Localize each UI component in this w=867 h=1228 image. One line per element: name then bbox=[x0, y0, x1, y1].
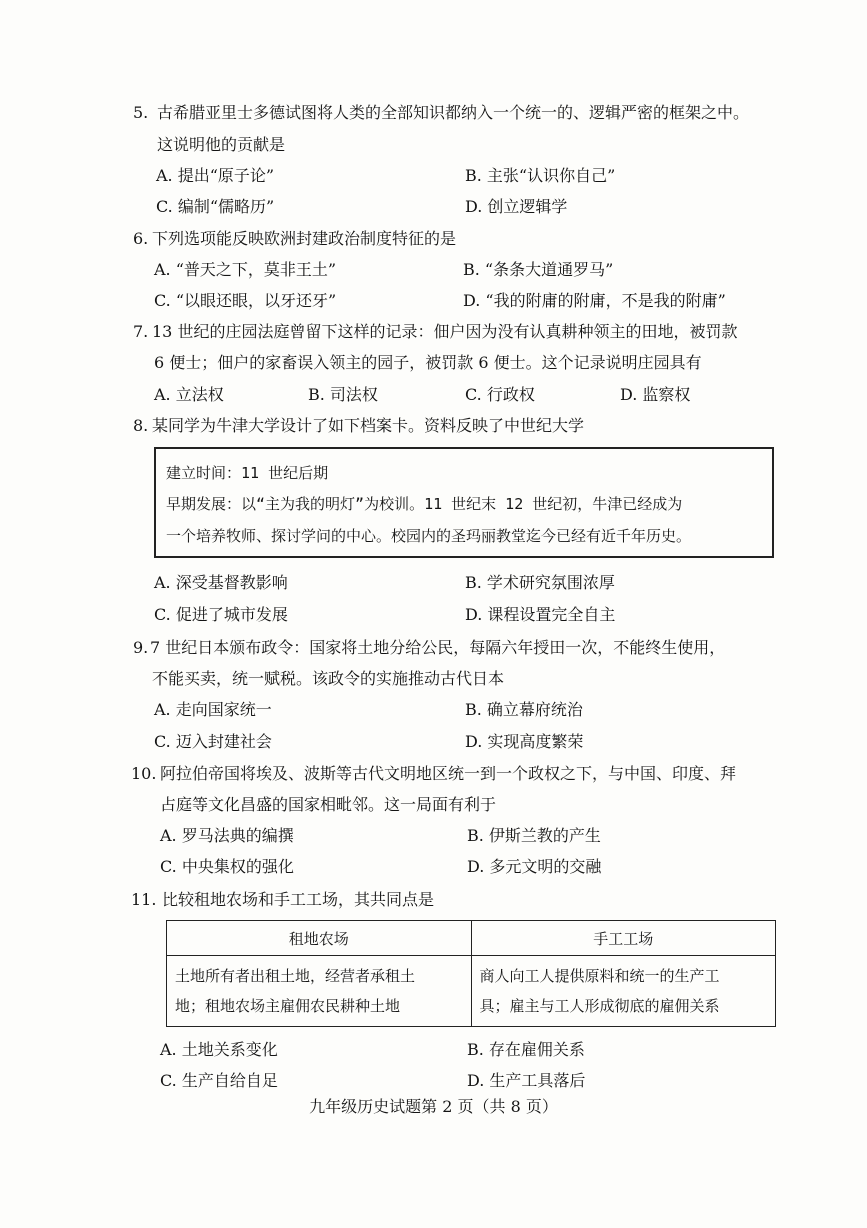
comparison-table bbox=[166, 920, 776, 1027]
question-number: 6. bbox=[133, 229, 149, 248]
question-stem: 不能买卖，统一赋税。该政令的实施推动古代日本 bbox=[152, 669, 505, 688]
card-line: 一个培养牧师、探讨学问的中心。校园内的圣玛丽教堂迄今已经有近千年历史。 bbox=[166, 527, 692, 545]
option-c: C. 生产自给自足 bbox=[160, 1071, 278, 1090]
question-number: 7. bbox=[133, 322, 149, 341]
question-stem: 占庭等文化昌盛的国家相毗邻。这一局面有利于 bbox=[160, 795, 497, 814]
question-stem: 这说明他的贡献是 bbox=[157, 135, 286, 154]
option-c: C. 编制“儒略历” bbox=[156, 197, 275, 216]
option-c: C. “以眼还眼，以牙还牙” bbox=[154, 291, 337, 310]
option-b: B. 确立幕府统治 bbox=[465, 700, 583, 719]
question-stem: 古希腊亚里士多德试图将人类的全部知识都纳入一个统一的、逻辑严密的框架之中。 bbox=[157, 103, 750, 122]
option-d: D. “我的附庸的附庸，不是我的附庸” bbox=[463, 291, 726, 310]
question-stem: 阿拉伯帝国将埃及、波斯等古代文明地区统一到一个政权之下，与中国、印度、拜 bbox=[160, 764, 737, 783]
page-footer: 九年级历史试题第 2 页（共 8 页） bbox=[309, 1097, 558, 1116]
option-a: A. 提出“原子论” bbox=[156, 166, 275, 185]
option-d: D. 监察权 bbox=[620, 385, 691, 404]
archive-card bbox=[154, 447, 774, 558]
option-b: B. 主张“认识你自己” bbox=[465, 166, 616, 185]
option-b: B. 伊斯兰教的产生 bbox=[467, 826, 601, 845]
question-stem: 某同学为牛津大学设计了如下档案卡。资料反映了中世纪大学 bbox=[152, 416, 585, 435]
cell-line: 土地所有者出租土地，经营者承租土 bbox=[175, 967, 416, 985]
option-a: A. 立法权 bbox=[154, 385, 224, 404]
option-d: D. 生产工具落后 bbox=[467, 1071, 586, 1090]
question-number: 10. bbox=[131, 764, 157, 783]
question-stem: 6 便士；佃户的家畜误入领主的园子，被罚款 6 便士。这个记录说明庄园具有 bbox=[154, 353, 702, 372]
option-b: B. 学术研究氛围浓厚 bbox=[465, 573, 615, 592]
option-c: C. 行政权 bbox=[465, 385, 535, 404]
option-b: B. 司法权 bbox=[308, 385, 378, 404]
option-d: D. 创立逻辑学 bbox=[465, 197, 568, 216]
question-number: 8. bbox=[133, 416, 149, 435]
option-b: B. 存在雇佣关系 bbox=[467, 1040, 585, 1059]
option-c: C. 促进了城市发展 bbox=[154, 605, 288, 624]
option-a: A. 深受基督教影响 bbox=[154, 573, 288, 592]
question-stem: 7 世纪日本颁布政令：国家将土地分给公民，每隔六年授田一次，不能终生使用， bbox=[150, 638, 726, 657]
option-a: A. 罗马法典的编撰 bbox=[160, 826, 294, 845]
option-a: A. 走向国家统一 bbox=[154, 700, 272, 719]
cell-line: 地；租地农场主雇佣农民耕种土地 bbox=[175, 997, 401, 1015]
question-stem: 下列选项能反映欧洲封建政治制度特征的是 bbox=[152, 229, 457, 248]
card-line: 早期发展：以“主为我的明灯”为校训。11 世纪末 12 世纪初，牛津已经成为 bbox=[166, 495, 683, 513]
table-header: 租地农场 bbox=[167, 921, 472, 956]
option-a: A. 土地关系变化 bbox=[160, 1040, 278, 1059]
question-number: 5. bbox=[133, 103, 149, 122]
option-d: D. 实现高度繁荣 bbox=[465, 732, 584, 751]
card-line: 建立时间：11 世纪后期 bbox=[166, 464, 329, 482]
table-cell bbox=[471, 956, 776, 1027]
table-row bbox=[167, 956, 776, 1027]
option-d: D. 多元文明的交融 bbox=[467, 857, 602, 876]
option-d: D. 课程设置完全自主 bbox=[465, 605, 616, 624]
option-b: B. “条条大道通罗马” bbox=[463, 260, 614, 279]
option-c: C. 中央集权的强化 bbox=[160, 857, 294, 876]
question-stem: 13 世纪的庄园法庭曾留下这样的记录：佃户因为没有认真耕种领主的田地，被罚款 bbox=[152, 322, 738, 341]
table-header: 手工工场 bbox=[471, 921, 776, 956]
question-number: 11. bbox=[131, 890, 157, 909]
option-a: A. “普天之下，莫非王土” bbox=[154, 260, 337, 279]
cell-line: 具；雇主与工人形成彻底的雇佣关系 bbox=[479, 997, 720, 1015]
cell-line: 商人向工人提供原料和统一的生产工 bbox=[479, 967, 720, 985]
table-cell bbox=[167, 956, 472, 1027]
question-number: 9. bbox=[133, 638, 149, 657]
question-stem: 比较租地农场和手工工场，其共同点是 bbox=[162, 890, 435, 909]
option-c: C. 迈入封建社会 bbox=[154, 732, 272, 751]
